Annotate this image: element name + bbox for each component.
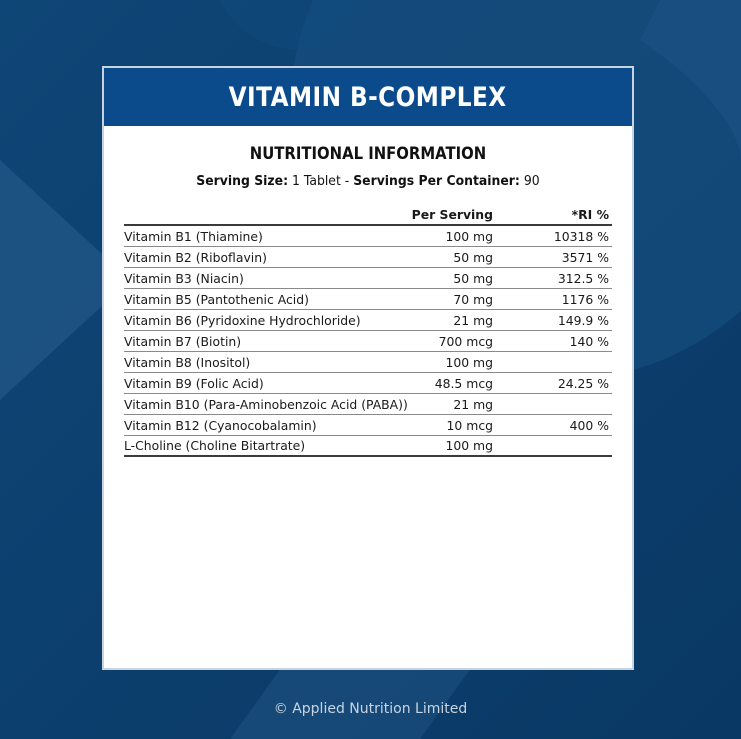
- table-row: [124, 247, 612, 268]
- nutrient-amount: 100 mg: [445, 354, 493, 370]
- table-row: [124, 394, 612, 415]
- serving-size-value: 1 Tablet -: [288, 173, 354, 189]
- nutrient-amount: 100 mg: [445, 228, 493, 244]
- table-row: [124, 226, 612, 247]
- nutrient-ri: 312.5 %: [557, 270, 609, 286]
- nutrient-name: Vitamin B3 (Niacin): [124, 270, 244, 286]
- card-header: [104, 68, 632, 126]
- nutrient-amount: 21 mg: [453, 312, 493, 328]
- nutrient-name: Vitamin B7 (Biotin): [124, 333, 242, 349]
- table-header: [124, 205, 612, 226]
- nutrient-amount: 50 mg: [453, 270, 493, 286]
- serving-size-label: Serving Size:: [196, 173, 289, 189]
- servings-per-container-value: 90: [519, 173, 540, 189]
- nutrient-name: Vitamin B1 (Thiamine): [124, 228, 263, 244]
- table-row: [124, 289, 612, 310]
- header-per-serving: Per Serving: [411, 207, 493, 222]
- table-body: [124, 226, 612, 457]
- nutrient-ri: 140 %: [569, 333, 609, 349]
- nutrient-amount: 50 mg: [453, 249, 493, 265]
- nutrient-ri: 10318 %: [553, 228, 609, 244]
- nutrient-amount: 100 mg: [445, 438, 493, 453]
- header-ri: *RI %: [571, 207, 609, 222]
- servings-per-container-label: Servings Per Container:: [353, 173, 520, 189]
- nutrient-amount: 48.5 mcg: [434, 375, 493, 391]
- table-row: [124, 373, 612, 394]
- nutrient-name: Vitamin B5 (Pantothenic Acid): [124, 291, 309, 307]
- nutrient-amount: 21 mg: [453, 396, 493, 412]
- nutrient-name: Vitamin B10 (Para-Aminobenzoic Acid (PABA)): [124, 396, 408, 412]
- serving-info: [125, 173, 611, 189]
- nutrient-ri: 1176 %: [561, 291, 609, 307]
- copyright-footer: © Applied Nutrition Limited: [273, 701, 468, 717]
- table-row: [124, 331, 612, 352]
- nutrient-amount: 70 mg: [453, 291, 493, 307]
- nutrient-ri: 24.25 %: [557, 375, 609, 391]
- section-title: NUTRITIONAL INFORMATION: [249, 144, 487, 163]
- table-row: [124, 268, 612, 289]
- nutrient-amount: 10 mcg: [446, 417, 493, 433]
- nutrient-name: Vitamin B12 (Cyanocobalamin): [124, 417, 317, 433]
- nutrient-ri: 149.9 %: [557, 312, 609, 328]
- table-row: [124, 436, 612, 457]
- nutrient-name: Vitamin B6 (Pyridoxine Hydrochloride): [124, 312, 361, 328]
- table-row: [124, 352, 612, 373]
- nutrient-name: L-Choline (Choline Bitartrate): [124, 438, 306, 453]
- nutrient-ri: 3571 %: [561, 249, 609, 265]
- nutrient-amount: 700 mcg: [438, 333, 493, 349]
- nutrition-table: [124, 205, 612, 457]
- nutrient-name: Vitamin B2 (Riboflavin): [124, 249, 267, 265]
- nutrient-name: Vitamin B8 (Inositol): [124, 354, 251, 370]
- nutrient-name: Vitamin B9 (Folic Acid): [124, 375, 264, 391]
- table-row: [124, 310, 612, 331]
- nutrient-ri: 400 %: [569, 417, 609, 433]
- product-title: VITAMIN B-COMPLEX: [229, 81, 507, 113]
- nutrition-card: [102, 66, 634, 670]
- table-row: [124, 415, 612, 436]
